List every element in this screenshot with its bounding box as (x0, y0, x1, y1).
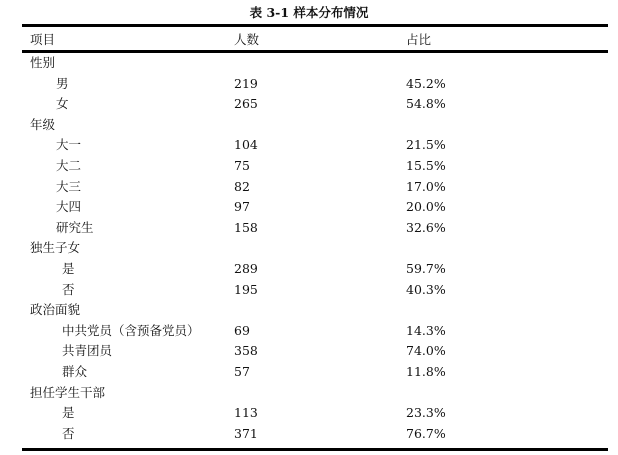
count-cell: 158 (234, 219, 258, 235)
percent-cell: 74.0% (406, 343, 446, 359)
row-label: 是 (62, 405, 75, 421)
table-row (0, 94, 618, 115)
table-row (0, 218, 618, 239)
count-cell: 104 (234, 137, 258, 153)
header-count: 人数 (234, 32, 260, 47)
count-cell: 57 (234, 364, 250, 379)
table-group-row (0, 383, 618, 404)
count-cell: 113 (234, 405, 258, 421)
group-label: 性别 (30, 55, 56, 70)
percent-cell: 14.3% (406, 322, 446, 338)
group-label: 独生子女 (30, 240, 81, 256)
table-row (0, 259, 618, 280)
percent-cell: 20.0% (406, 199, 446, 215)
row-label: 是 (62, 261, 75, 276)
table-row (0, 156, 618, 177)
count-cell: 97 (234, 199, 250, 215)
table-row (0, 403, 618, 424)
row-label: 共青团员 (62, 343, 113, 359)
count-cell: 358 (234, 343, 258, 359)
group-label: 担任学生干部 (30, 384, 106, 400)
table-row (0, 341, 618, 362)
table-group-row (0, 53, 618, 74)
row-label: 大四 (56, 199, 82, 215)
count-cell: 69 (234, 322, 250, 338)
percent-cell: 54.8% (406, 96, 446, 112)
top-rule (22, 24, 608, 27)
percent-cell: 32.6% (406, 219, 446, 235)
table-row (0, 74, 618, 95)
percent-cell: 17.0% (406, 178, 446, 194)
percent-cell: 40.3% (406, 281, 446, 297)
count-cell: 265 (234, 96, 258, 112)
percent-cell: 76.7% (406, 425, 446, 441)
percent-cell: 21.5% (406, 137, 446, 153)
count-cell: 82 (234, 178, 250, 194)
percent-cell: 11.8% (406, 364, 446, 379)
table-row (0, 424, 618, 445)
row-label: 否 (62, 425, 75, 441)
row-label: 大三 (56, 178, 82, 194)
percent-cell: 15.5% (406, 158, 446, 173)
header-item: 项目 (30, 32, 56, 47)
row-label: 男 (56, 75, 69, 91)
row-label: 研究生 (56, 219, 94, 235)
group-label: 政治面貌 (30, 302, 81, 318)
count-cell: 75 (234, 158, 250, 173)
table-row (0, 362, 618, 383)
table-group-row (0, 238, 618, 259)
table-row (0, 135, 618, 156)
table-row (0, 197, 618, 218)
group-label: 年级 (30, 116, 56, 132)
table-header-row (0, 30, 618, 51)
count-cell: 195 (234, 281, 258, 297)
percent-cell: 59.7% (406, 261, 446, 276)
row-label: 女 (56, 96, 69, 112)
table-group-row (0, 300, 618, 321)
bottom-rule (22, 448, 608, 451)
table-caption: 表 3-1 样本分布情况 (249, 5, 369, 20)
count-cell: 219 (234, 75, 258, 91)
table-group-row (0, 115, 618, 136)
table-row (0, 177, 618, 198)
percent-cell: 45.2% (406, 75, 446, 91)
row-label: 群众 (62, 364, 88, 379)
percent-cell: 23.3% (406, 405, 446, 421)
table-row (0, 321, 618, 342)
row-label: 大一 (56, 137, 82, 153)
row-label: 中共党员（含预备党员） (62, 322, 200, 338)
table-row (0, 280, 618, 301)
header-percent: 占比 (406, 32, 432, 47)
row-label: 大二 (56, 158, 82, 173)
row-label: 否 (62, 281, 75, 297)
count-cell: 371 (234, 425, 258, 441)
count-cell: 289 (234, 261, 258, 276)
